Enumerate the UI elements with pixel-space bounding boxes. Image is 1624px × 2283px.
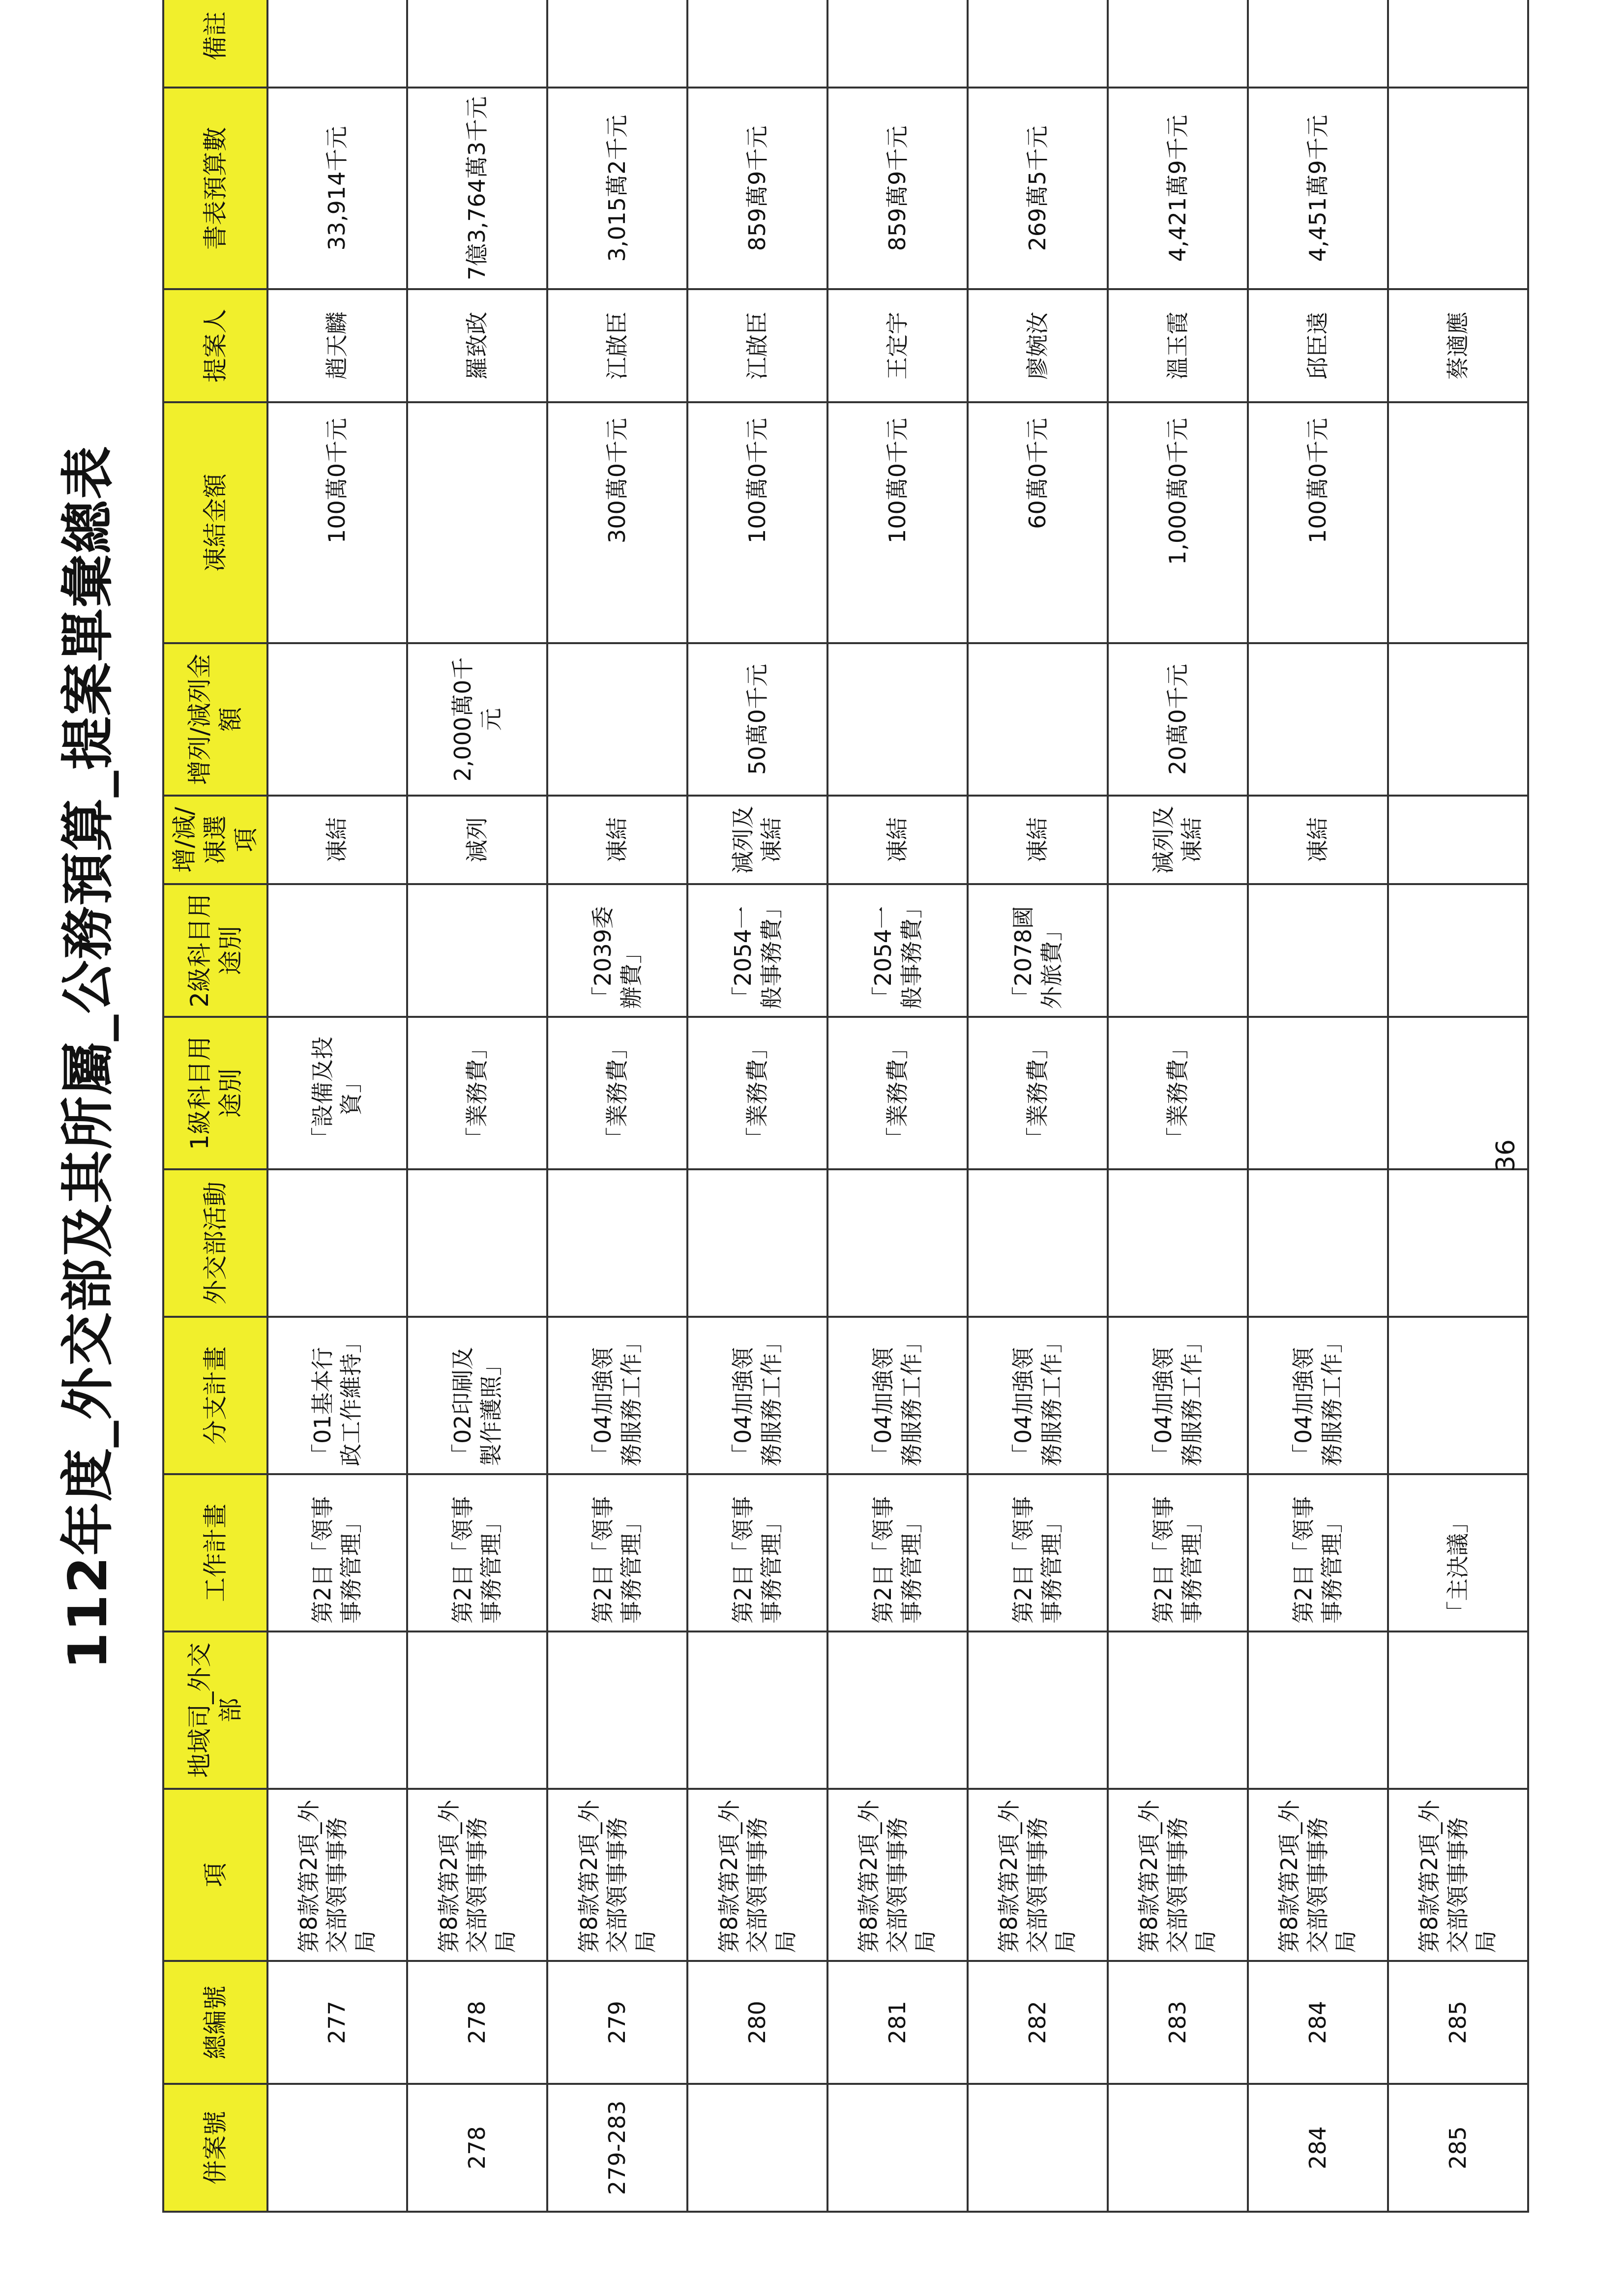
cell-action-option: 減列 xyxy=(407,796,547,884)
cell-sub-plan: 「04加強領務服務工作」 xyxy=(547,1317,687,1474)
cell-action-option: 凍結 xyxy=(547,796,687,884)
page-number: 36 xyxy=(1491,1139,1521,1172)
cell-level1-subject: 「業務費」 xyxy=(968,1017,1108,1169)
cell-total-number: 280 xyxy=(687,1961,827,2084)
cell-freeze-amount: 100萬0千元 xyxy=(267,402,408,643)
cell-activity xyxy=(1108,1169,1248,1317)
cell-freeze-amount: 60萬0千元 xyxy=(968,402,1108,643)
cell-department xyxy=(1108,1631,1248,1789)
cell-freeze-amount: 100萬0千元 xyxy=(687,402,827,643)
cell-item: 第8款第2項_外交部領事事務局 xyxy=(968,1789,1108,1961)
cell-action-option: 減列及凍結 xyxy=(1108,796,1248,884)
cell-level2-subject xyxy=(267,884,408,1017)
cell-freeze-amount: 100萬0千元 xyxy=(827,402,968,643)
cell-department xyxy=(267,1631,408,1789)
cell-level2-subject xyxy=(1108,884,1248,1017)
cell-work-plan: 第2目「領事事務管理」 xyxy=(1248,1474,1388,1631)
cell-work-plan: 「主決議」 xyxy=(1388,1474,1528,1631)
cell-department xyxy=(1248,1631,1388,1789)
header-total-number: 總編號 xyxy=(163,1961,267,2084)
cell-sub-plan: 「02印刷及製作護照」 xyxy=(407,1317,547,1474)
table-body xyxy=(267,0,1529,2212)
cell-work-plan: 第2目「領事事務管理」 xyxy=(267,1474,408,1631)
cell-budget-figure: 859萬9千元 xyxy=(827,88,968,289)
cell-proposer: 蔡適應 xyxy=(1388,289,1528,402)
header-row xyxy=(163,0,267,2212)
cell-activity xyxy=(407,1169,547,1317)
cell-change-amount xyxy=(968,643,1108,796)
cell-remarks xyxy=(267,0,408,88)
cell-level1-subject: 「設備及投資」 xyxy=(267,1017,408,1169)
cell-level2-subject xyxy=(1388,884,1528,1017)
cell-total-number: 282 xyxy=(968,1961,1108,2084)
cell-change-amount xyxy=(827,643,968,796)
cell-level2-subject: 「2078國外旅費」 xyxy=(968,884,1108,1017)
cell-budget-figure: 33,914千元 xyxy=(267,88,408,289)
cell-item: 第8款第2項_外交部領事事務局 xyxy=(407,1789,547,1961)
header-change-amount: 增列/減列金額 xyxy=(163,643,267,796)
cell-proposer: 羅致政 xyxy=(407,289,547,402)
cell-total-number: 281 xyxy=(827,1961,968,2084)
cell-budget-figure: 859萬9千元 xyxy=(687,88,827,289)
cell-action-option: 凍結 xyxy=(267,796,408,884)
cell-total-number: 285 xyxy=(1388,1961,1528,2084)
cell-department xyxy=(968,1631,1108,1789)
cell-budget-figure: 4,451萬9千元 xyxy=(1248,88,1388,289)
cell-activity xyxy=(968,1169,1108,1317)
budget-proposal-table xyxy=(162,0,1529,2213)
table-row xyxy=(1388,0,1528,2212)
cell-department xyxy=(547,1631,687,1789)
header-remarks: 備註 xyxy=(163,0,267,88)
cell-item: 第8款第2項_外交部領事事務局 xyxy=(827,1789,968,1961)
header-department: 地域司_外交部 xyxy=(163,1631,267,1789)
cell-level2-subject xyxy=(1248,884,1388,1017)
cell-merged-number xyxy=(827,2084,968,2212)
cell-level1-subject: 「業務費」 xyxy=(547,1017,687,1169)
cell-budget-figure: 4,421萬9千元 xyxy=(1108,88,1248,289)
cell-budget-figure: 7億3,764萬3千元 xyxy=(407,88,547,289)
cell-department xyxy=(687,1631,827,1789)
cell-work-plan: 第2目「領事事務管理」 xyxy=(1108,1474,1248,1631)
cell-freeze-amount xyxy=(1388,402,1528,643)
cell-budget-figure: 3,015萬2千元 xyxy=(547,88,687,289)
cell-action-option: 減列及凍結 xyxy=(687,796,827,884)
cell-activity xyxy=(1388,1169,1528,1317)
cell-remarks xyxy=(1108,0,1248,88)
cell-change-amount: 50萬0千元 xyxy=(687,643,827,796)
cell-remarks xyxy=(827,0,968,88)
cell-change-amount xyxy=(267,643,408,796)
page-title: 112年度_外交部及其所屬_公務預算_提案單彙總表 xyxy=(58,445,119,1669)
cell-merged-number xyxy=(267,2084,408,2212)
cell-action-option xyxy=(1388,796,1528,884)
cell-proposer: 江啟臣 xyxy=(547,289,687,402)
cell-level2-subject: 「2054一般事務費」 xyxy=(827,884,968,1017)
cell-sub-plan: 「04加強領務服務工作」 xyxy=(827,1317,968,1474)
cell-merged-number xyxy=(1108,2084,1248,2212)
cell-department xyxy=(407,1631,547,1789)
cell-total-number: 284 xyxy=(1248,1961,1388,2084)
cell-remarks xyxy=(1248,0,1388,88)
cell-proposer: 王定宇 xyxy=(827,289,968,402)
cell-department xyxy=(827,1631,968,1789)
cell-proposer: 廖婉汝 xyxy=(968,289,1108,402)
rotated-table-wrapper xyxy=(162,11,1529,2213)
cell-merged-number: 279-283 xyxy=(547,2084,687,2212)
cell-level1-subject: 「業務費」 xyxy=(827,1017,968,1169)
cell-activity xyxy=(267,1169,408,1317)
cell-merged-number xyxy=(968,2084,1108,2212)
cell-item: 第8款第2項_外交部領事事務局 xyxy=(1108,1789,1248,1961)
cell-work-plan: 第2目「領事事務管理」 xyxy=(827,1474,968,1631)
cell-merged-number: 284 xyxy=(1248,2084,1388,2212)
table-row xyxy=(407,0,547,2212)
cell-action-option: 凍結 xyxy=(1248,796,1388,884)
cell-remarks xyxy=(1388,0,1528,88)
cell-level1-subject: 「業務費」 xyxy=(1108,1017,1248,1169)
cell-proposer: 趙天麟 xyxy=(267,289,408,402)
cell-sub-plan: 「04加強領務服務工作」 xyxy=(1108,1317,1248,1474)
header-freeze-amount: 凍結金額 xyxy=(163,402,267,643)
cell-budget-figure xyxy=(1388,88,1528,289)
cell-total-number: 278 xyxy=(407,1961,547,2084)
cell-freeze-amount xyxy=(407,402,547,643)
cell-action-option: 凍結 xyxy=(827,796,968,884)
cell-item: 第8款第2項_外交部領事事務局 xyxy=(547,1789,687,1961)
cell-level1-subject xyxy=(1248,1017,1388,1169)
header-action-option: 增/減/凍選項 xyxy=(163,796,267,884)
cell-merged-number xyxy=(687,2084,827,2212)
cell-change-amount xyxy=(547,643,687,796)
cell-merged-number: 285 xyxy=(1388,2084,1528,2212)
cell-sub-plan xyxy=(1388,1317,1528,1474)
cell-change-amount xyxy=(1388,643,1528,796)
header-merged-number: 併案號 xyxy=(163,2084,267,2212)
cell-work-plan: 第2目「領事事務管理」 xyxy=(407,1474,547,1631)
cell-remarks xyxy=(547,0,687,88)
cell-total-number: 277 xyxy=(267,1961,408,2084)
cell-activity xyxy=(1248,1169,1388,1317)
cell-budget-figure: 269萬5千元 xyxy=(968,88,1108,289)
header-budget-figure: 書表預算數 xyxy=(163,88,267,289)
header-work-plan: 工作計畫 xyxy=(163,1474,267,1631)
cell-change-amount xyxy=(1248,643,1388,796)
cell-sub-plan: 「04加強領務服務工作」 xyxy=(1248,1317,1388,1474)
cell-item: 第8款第2項_外交部領事事務局 xyxy=(1248,1789,1388,1961)
cell-sub-plan: 「04加強領務服務工作」 xyxy=(687,1317,827,1474)
cell-remarks xyxy=(407,0,547,88)
cell-remarks xyxy=(687,0,827,88)
cell-item: 第8款第2項_外交部領事事務局 xyxy=(1388,1789,1528,1961)
cell-work-plan: 第2目「領事事務管理」 xyxy=(968,1474,1108,1631)
cell-level2-subject: 「2054一般事務費」 xyxy=(687,884,827,1017)
table-row xyxy=(267,0,408,2212)
header-level2-subject: 2級科目用途別 xyxy=(163,884,267,1017)
cell-total-number: 283 xyxy=(1108,1961,1248,2084)
cell-proposer: 溫玉霞 xyxy=(1108,289,1248,402)
header-item: 項 xyxy=(163,1789,267,1961)
cell-proposer: 邱臣遠 xyxy=(1248,289,1388,402)
cell-item: 第8款第2項_外交部領事事務局 xyxy=(687,1789,827,1961)
cell-freeze-amount: 300萬0千元 xyxy=(547,402,687,643)
cell-freeze-amount: 100萬0千元 xyxy=(1248,402,1388,643)
header-sub-plan: 分支計畫 xyxy=(163,1317,267,1474)
cell-sub-plan: 「01基本行政工作維持」 xyxy=(267,1317,408,1474)
cell-work-plan: 第2目「領事事務管理」 xyxy=(547,1474,687,1631)
table-row xyxy=(1248,0,1388,2212)
table-row xyxy=(968,0,1108,2212)
cell-work-plan: 第2目「領事事務管理」 xyxy=(687,1474,827,1631)
cell-department xyxy=(1388,1631,1528,1789)
cell-remarks xyxy=(968,0,1108,88)
cell-level1-subject: 「業務費」 xyxy=(407,1017,547,1169)
cell-level2-subject xyxy=(407,884,547,1017)
cell-activity xyxy=(687,1169,827,1317)
cell-freeze-amount: 1,000萬0千元 xyxy=(1108,402,1248,643)
cell-proposer: 江啟臣 xyxy=(687,289,827,402)
table-row xyxy=(827,0,968,2212)
cell-action-option: 凍結 xyxy=(968,796,1108,884)
cell-item: 第8款第2項_外交部領事事務局 xyxy=(267,1789,408,1961)
cell-level1-subject: 「業務費」 xyxy=(687,1017,827,1169)
header-level1-subject: 1級科目用途別 xyxy=(163,1017,267,1169)
header-activity: 外交部活動 xyxy=(163,1169,267,1317)
cell-level2-subject: 「2039委辦費」 xyxy=(547,884,687,1017)
table-row xyxy=(687,0,827,2212)
cell-sub-plan: 「04加強領務服務工作」 xyxy=(968,1317,1108,1474)
cell-merged-number: 278 xyxy=(407,2084,547,2212)
cell-total-number: 279 xyxy=(547,1961,687,2084)
cell-activity xyxy=(827,1169,968,1317)
header-proposer: 提案人 xyxy=(163,289,267,402)
cell-change-amount: 20萬0千元 xyxy=(1108,643,1248,796)
table-row xyxy=(547,0,687,2212)
table-row xyxy=(1108,0,1248,2212)
cell-change-amount: 2,000萬0千元 xyxy=(407,643,547,796)
cell-activity xyxy=(547,1169,687,1317)
